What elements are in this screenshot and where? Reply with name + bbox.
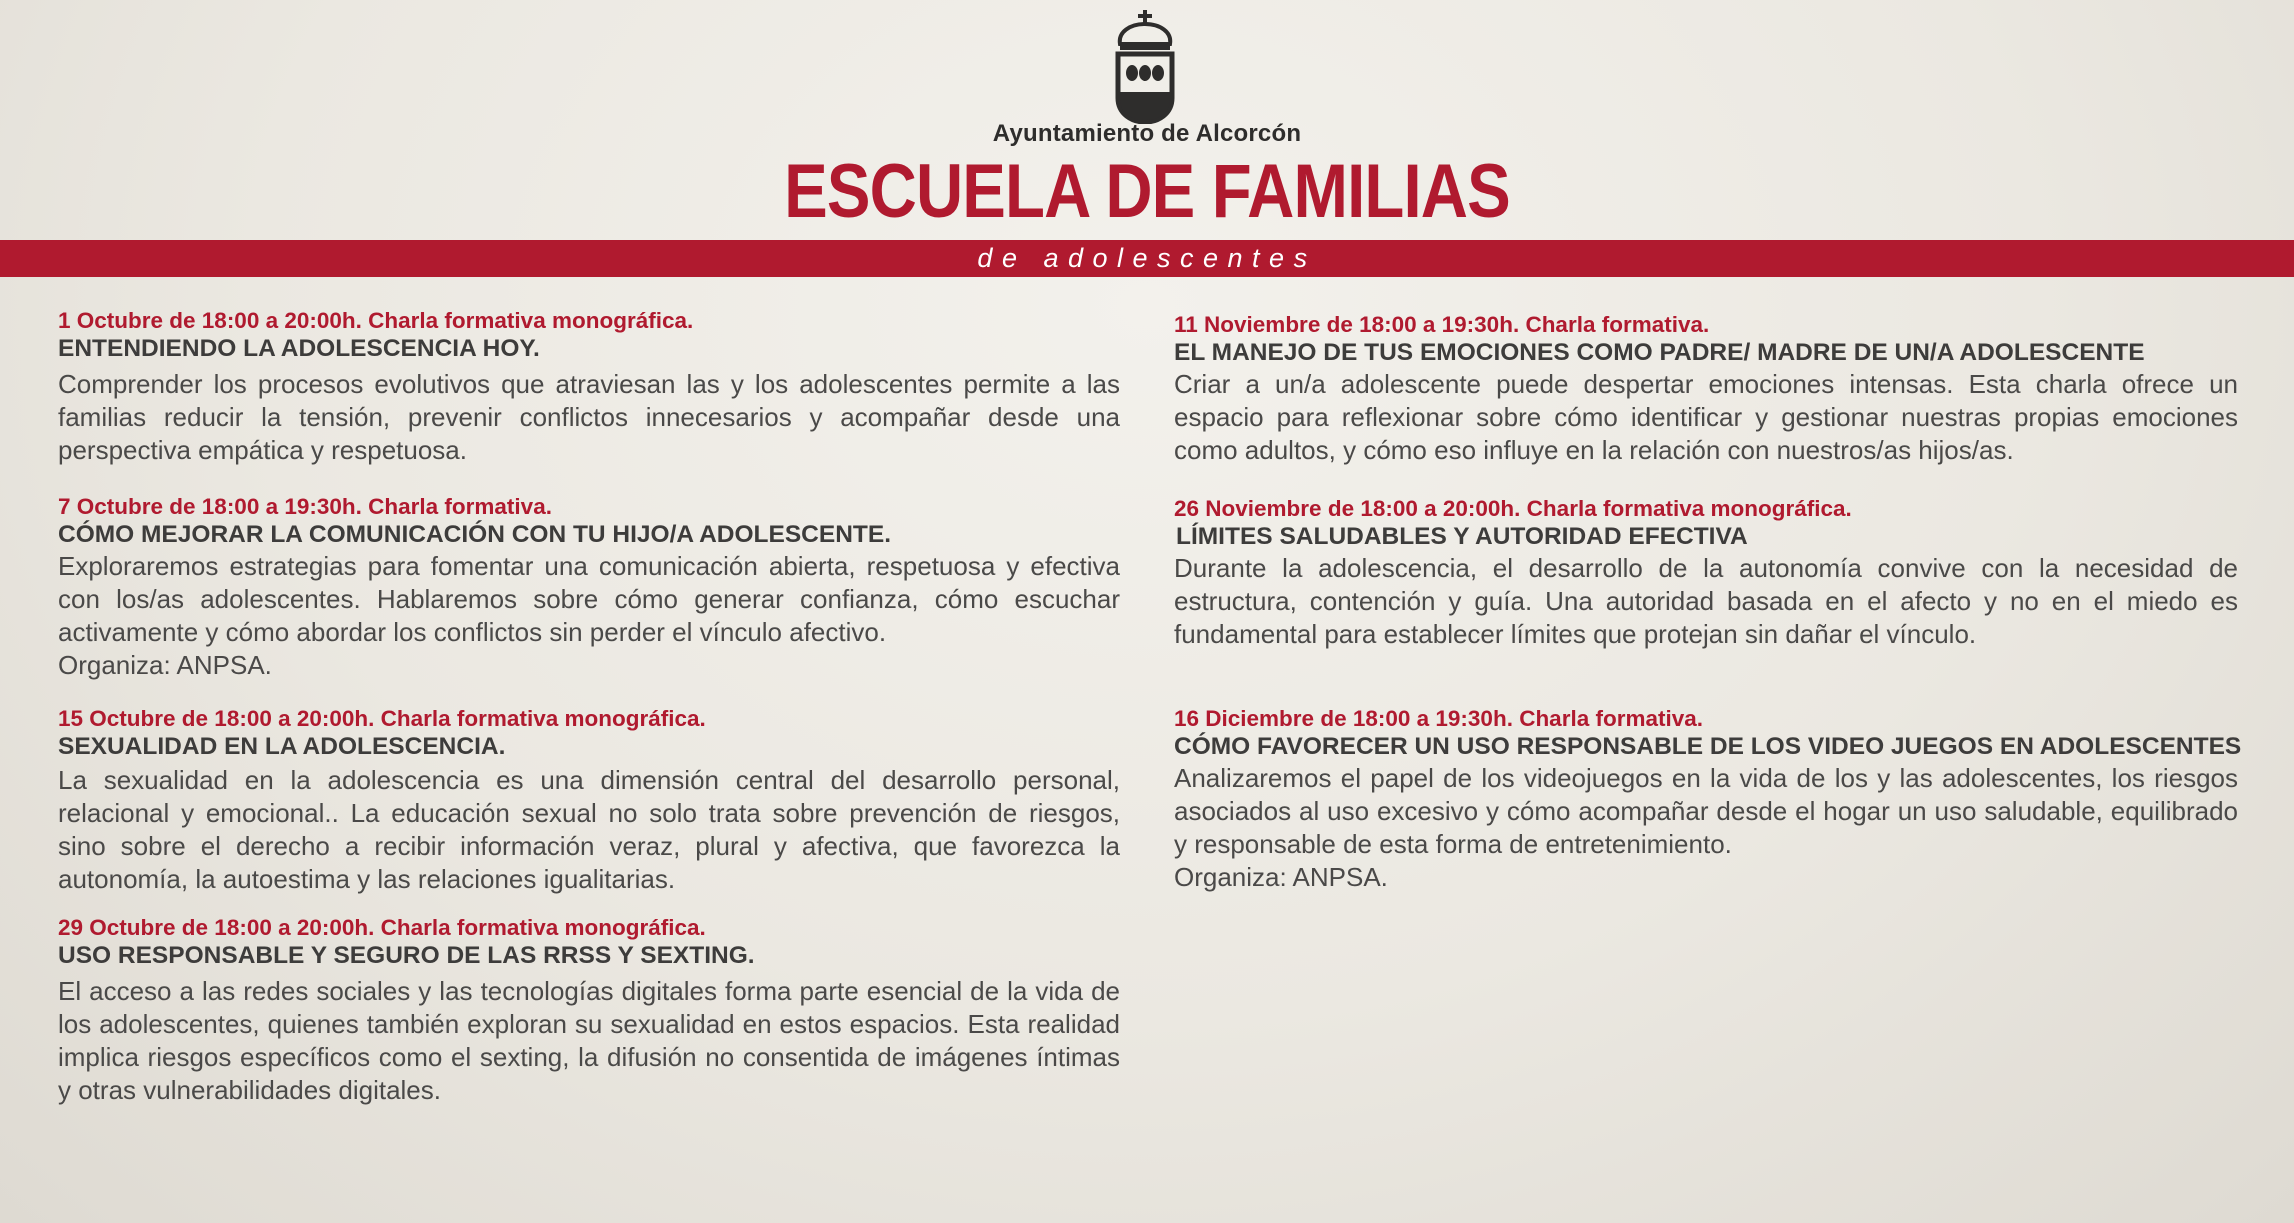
event-description: El acceso a las redes sociales y las tecnologías digitales forma parte esencial de la vida de los adolescentes, quienes también exploran su sexualidad en estos espacios. Esta realidad implica riesgos específicos como el sexting, la difusión no consentida de imágenes íntimas y otras vulnerabilidades digitales. <box>58 976 1120 1105</box>
event-date: 7 Octubre de 18:00 a 19:30h. Charla formativa. <box>58 494 552 519</box>
event-date: 15 Octubre de 18:00 a 20:00h. Charla formativa monográfica. <box>58 706 706 731</box>
event-description: La sexualidad en la adolescencia es una dimensión central del desarrollo personal, relacional y emocional.. La educación sexual no solo trata sobre prevención de riesgos, sino sobre el derecho a recibir información veraz, plural y afectiva, que favorezca la autonomía, la autoestima y las relaciones igualitarias. <box>58 765 1120 894</box>
header <box>0 0 2294 280</box>
event-description: Analizaremos el papel de los videojuegos en la vida de los y las adolescentes, los riesgos asociados al uso excesivo y cómo acompañar desde el hogar un uso saludable, equilibrado y responsable de esta forma de entretenimiento. <box>1174 763 2238 859</box>
title-band <box>0 240 2294 277</box>
event-organizer: Organiza: ANPSA. <box>1174 862 1388 892</box>
event-date: 16 Diciembre de 18:00 a 19:30h. Charla formativa. <box>1174 706 1704 731</box>
event-title: CÓMO FAVORECER UN USO RESPONSABLE DE LOS VIDEO JUEGOS EN ADOLESCENTES <box>1174 733 2242 760</box>
event-item <box>1174 312 2238 467</box>
event-date: 29 Octubre de 18:00 a 20:00h. Charla formativa monográfica. <box>58 915 706 940</box>
page-title: ESCUELA DE FAMILIAS <box>784 149 1510 234</box>
event-title: USO RESPONSABLE Y SEGURO DE LAS RRSS Y SEXTING. <box>58 942 755 969</box>
event-description: Comprender los procesos evolutivos que atraviesan las y los adolescentes permite a las familias reducir la tensión, prevenir conflictos innecesarios y acompañar desde una perspectiva empática y respetuosa. <box>58 369 1120 465</box>
event-description: Durante la adolescencia, el desarrollo de la autonomía convive con la necesidad de estructura, contención y guía. Una autoridad basada en el afecto y no en el miedo es fundamental para establecer límites que protejan sin dañar el vínculo. <box>1174 553 2238 649</box>
event-item <box>1174 496 2238 651</box>
council-name: Ayuntamiento de Alcorcón <box>992 120 1302 147</box>
event-title: ENTENDIENDO LA ADOLESCENCIA HOY. <box>58 335 540 362</box>
event-item <box>58 494 1120 682</box>
event-description: Criar a un/a adolescente puede despertar emociones intensas. Esta charla ofrece un espacio para reflexionar sobre cómo identificar y gestionar nuestras propias emociones como adultos, y cómo eso influye en la relación con nuestros/as hijos/as. <box>1174 369 2238 465</box>
coat-of-arms-icon <box>1112 10 1178 124</box>
event-organizer: Organiza: ANPSA. <box>58 650 272 680</box>
event-item <box>58 308 1120 467</box>
event-title: LÍMITES SALUDABLES Y AUTORIDAD EFECTIVA <box>1176 523 1748 550</box>
event-date: 26 Noviembre de 18:00 a 20:00h. Charla formativa monográfica. <box>1174 496 1852 521</box>
event-date: 11 Noviembre de 18:00 a 19:30h. Charla formativa. <box>1174 312 1710 337</box>
event-item <box>58 915 1120 1107</box>
event-item <box>1174 706 2242 894</box>
event-date: 1 Octubre de 18:00 a 20:00h. Charla formativa monográfica. <box>58 308 694 333</box>
event-title: SEXUALIDAD EN LA ADOLESCENCIA. <box>58 733 506 760</box>
event-item <box>58 706 1120 896</box>
page-subtitle: de adolescentes <box>977 243 1317 273</box>
event-title: CÓMO MEJORAR LA COMUNICACIÓN CON TU HIJO/A ADOLESCENTE. <box>58 521 892 548</box>
event-title: EL MANEJO DE TUS EMOCIONES COMO PADRE/ MADRE DE UN/A ADOLESCENTE <box>1174 339 2145 366</box>
event-description: Exploraremos estrategias para fomentar una comunicación abierta, respetuosa y efectiva con los/as adolescentes. Hablaremos sobre cómo generar confianza, cómo escuchar activamente y cómo abordar los conflictos sin perder el vínculo afectivo. <box>58 551 1120 647</box>
